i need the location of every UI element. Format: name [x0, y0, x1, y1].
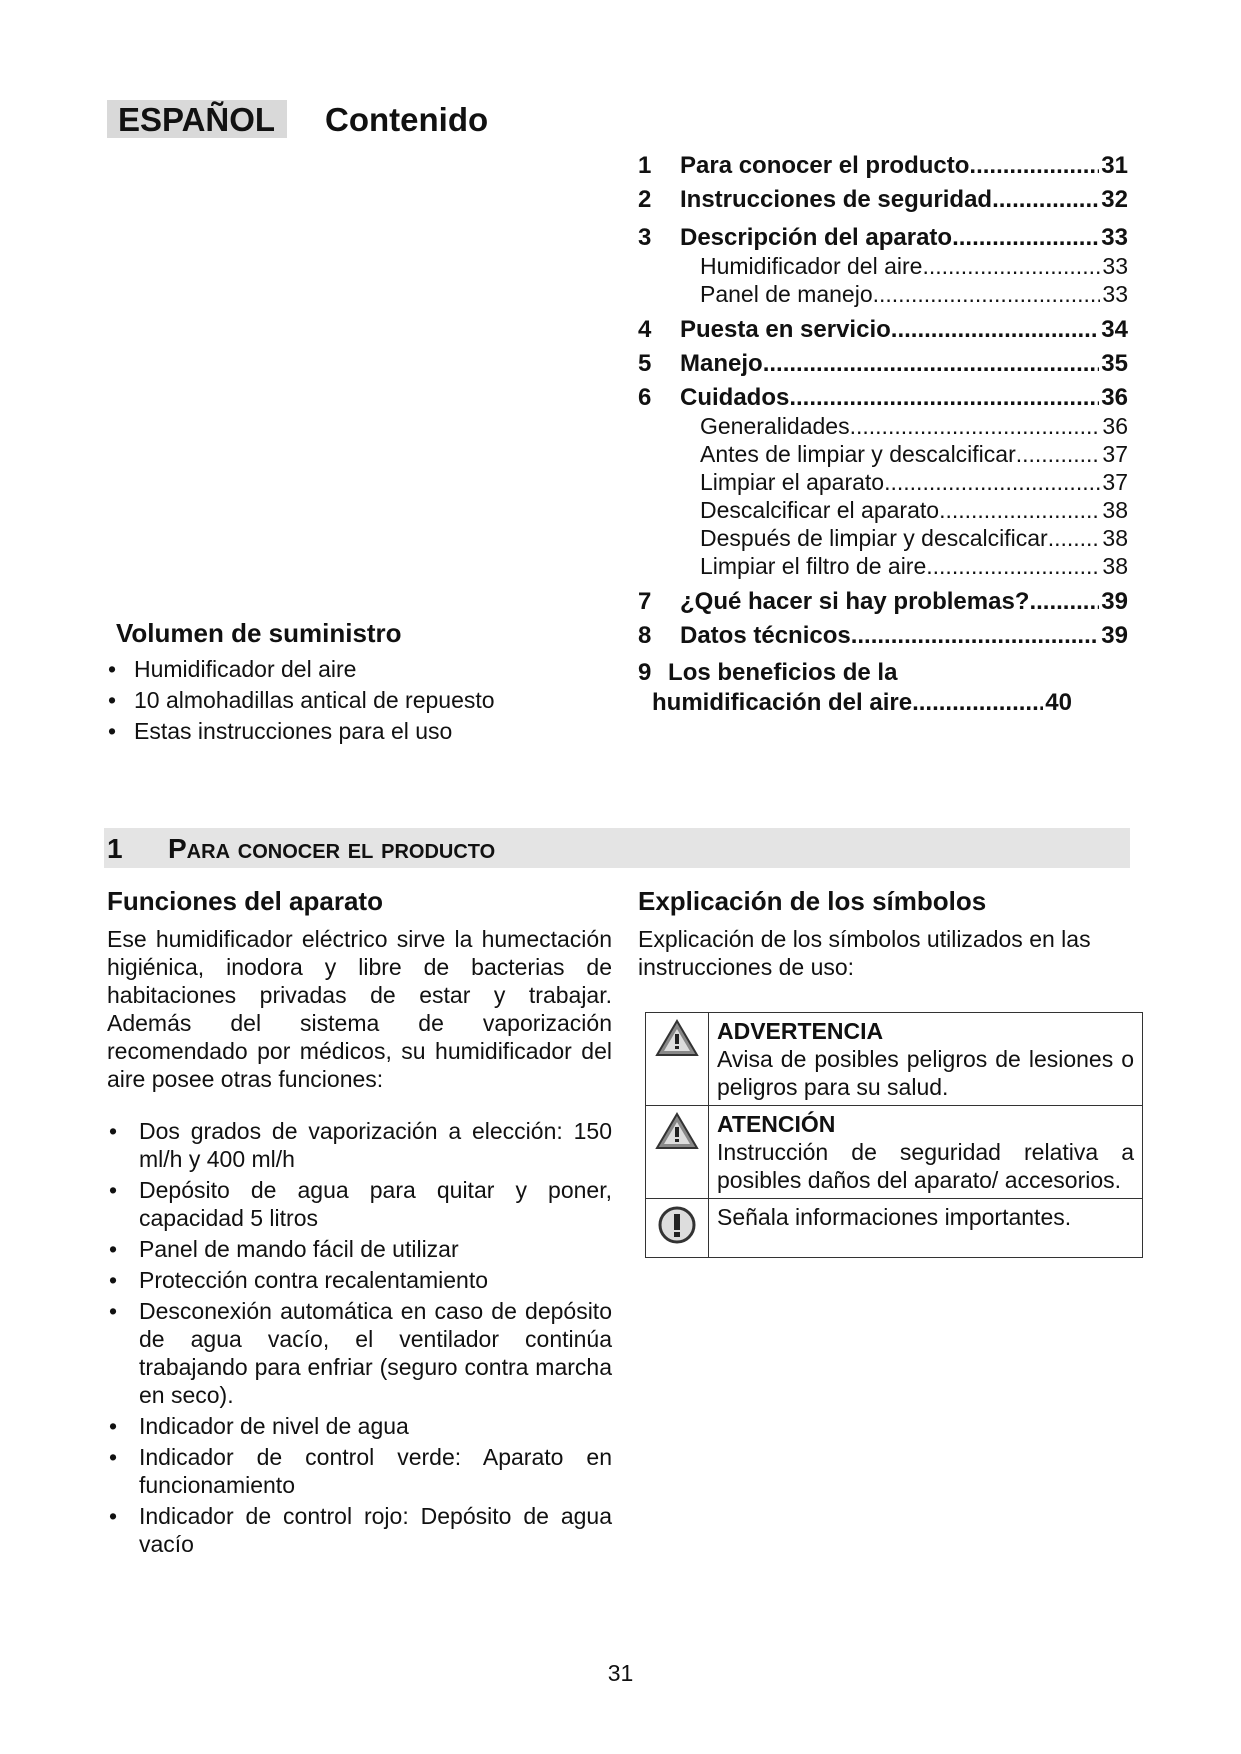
toc-title: Para conocer el producto: [680, 152, 970, 179]
info-icon: [657, 1205, 697, 1245]
toc-number: 8: [638, 622, 652, 649]
symbol-description: [709, 1199, 1143, 1258]
toc-subentry[interactable]: [638, 552, 1128, 580]
symbols-column: [638, 885, 1138, 1005]
toc-subentry[interactable]: [638, 524, 1128, 552]
table-row: [646, 1106, 1143, 1199]
toc-title: Descripción del aparato: [680, 224, 953, 251]
toc-title: ¿Qué hacer si hay problemas?: [680, 588, 1030, 615]
toc-sub-page: 36: [1102, 413, 1128, 439]
list-item: • Estas instrucciones para el uso: [104, 716, 584, 747]
toc-page: 33: [1101, 224, 1128, 251]
toc-sub-title: Generalidades: [700, 413, 850, 439]
toc-leader: [952, 224, 1099, 252]
toc-sub-title: Después de limpiar y descalcificar: [700, 525, 1048, 551]
toc-entry-1[interactable]: [638, 152, 1128, 180]
toc-sub-page: 38: [1102, 553, 1128, 579]
toc-number: 3: [638, 224, 652, 251]
functions-list: [107, 1117, 612, 1558]
toc-number: 4: [638, 316, 652, 343]
toc-title-line1: Los beneficios de la: [668, 659, 898, 686]
toc-leader: [1016, 440, 1101, 468]
toc-subentry[interactable]: [638, 440, 1128, 468]
toc-sub-title: Limpiar el filtro de aire: [700, 553, 927, 579]
supply-list: [104, 654, 584, 747]
symbols-title: Explicación de los símbolos: [638, 886, 987, 916]
toc-sub-title: Panel de manejo: [700, 281, 873, 307]
toc-title: Manejo: [680, 350, 763, 377]
toc-sub-page: 33: [1102, 253, 1128, 279]
warning-triangle-icon: [655, 1112, 699, 1150]
toc-number: 5: [638, 350, 652, 377]
toc-leader: [1029, 588, 1099, 616]
icon-cell: [646, 1106, 709, 1199]
contents-title: Contenido: [325, 101, 489, 138]
toc-number: 7: [638, 588, 652, 615]
symbols-table: [645, 1012, 1143, 1258]
toc-page: 31: [1101, 152, 1128, 179]
toc-number: 2: [638, 186, 652, 213]
language-label: ESPAÑOL: [118, 101, 276, 138]
toc-title: Puesta en servicio: [680, 316, 891, 343]
symbol-description: [709, 1106, 1143, 1199]
toc-leader: [1048, 524, 1101, 552]
list-item: • Protección contra recalentamiento: [107, 1266, 612, 1294]
toc-number: 6: [638, 384, 652, 411]
functions-intro: Ese humidificador eléctrico sirve la humectación higiénica, inodora y libre de bacterias de habitaciones privadas de estar y trabajar. Además del sistema de vaporización recomendado por médicos, su humidificador del aire posee otras funciones:: [107, 926, 612, 1092]
toc-page: 32: [1101, 186, 1128, 213]
toc-leader: [939, 496, 1100, 524]
toc-entry-8[interactable]: [638, 622, 1128, 650]
toc-leader: [850, 412, 1101, 440]
toc-sub-page: 38: [1102, 525, 1128, 551]
supply-title: Volumen de suministro: [116, 618, 402, 648]
toc-title: Instrucciones de seguridad: [680, 186, 993, 213]
functions-title: Funciones del aparato: [107, 886, 383, 916]
table-row: [646, 1013, 1143, 1106]
list-item: • Humidificador del aire: [104, 654, 584, 685]
toc-sub-page: 37: [1102, 441, 1128, 467]
toc-page: 39: [1101, 588, 1128, 615]
toc-number: 1: [638, 152, 652, 179]
toc-sub-title: Antes de limpiar y descalcificar: [700, 441, 1016, 467]
icon-cell: [646, 1199, 709, 1258]
icon-cell: [646, 1013, 709, 1106]
functions-column: [107, 885, 612, 1561]
toc-subentry[interactable]: [638, 280, 1128, 308]
toc-sub-title: Limpiar el aparato: [700, 469, 885, 495]
toc-entry-5[interactable]: [638, 350, 1128, 378]
toc-sub-page: 33: [1102, 281, 1128, 307]
toc-page: 40: [1045, 689, 1072, 716]
toc-sub-page: 38: [1102, 497, 1128, 523]
toc-leader: [763, 350, 1100, 378]
section-title: Para conocer el producto: [168, 833, 496, 864]
toc-number: 9: [638, 659, 652, 686]
toc-entry-7[interactable]: [638, 588, 1128, 616]
toc-leader: [891, 316, 1100, 344]
toc-sub-page: 37: [1102, 469, 1128, 495]
symbol-text: Avisa de posibles peligros de lesiones o peligros para su salud.: [717, 1046, 1134, 1100]
toc-page: 35: [1101, 350, 1128, 377]
toc-leader: [851, 622, 1100, 650]
list-item: • 10 almohadillas antical de repuesto: [104, 685, 584, 716]
list-item: • Panel de mando fácil de utilizar: [107, 1235, 612, 1263]
symbol-description: [709, 1013, 1143, 1106]
toc-page: 34: [1101, 316, 1128, 343]
toc-leader: [789, 384, 1099, 412]
toc-leader: [992, 186, 1099, 214]
list-item: • Depósito de agua para quitar y poner, capacidad 5 litros: [107, 1176, 612, 1232]
toc-subentry[interactable]: [638, 468, 1128, 496]
symbol-text: Señala informaciones importantes.: [717, 1204, 1072, 1230]
toc-entry-9[interactable]: [638, 658, 1128, 718]
table-row: [646, 1199, 1143, 1258]
toc-leader: [926, 552, 1100, 580]
toc-leader: [884, 468, 1100, 496]
toc-entry-3[interactable]: [638, 224, 1128, 252]
list-item: • Indicador de nivel de agua: [107, 1412, 612, 1440]
toc-sub-title: Descalcificar el aparato: [700, 497, 940, 523]
toc-leader: [922, 252, 1100, 280]
symbol-text: Instrucción de seguridad relativa a posibles daños del aparato/ accesorios.: [717, 1139, 1134, 1193]
toc-title: Cuidados: [680, 384, 790, 411]
toc-leader: [969, 152, 1099, 180]
toc-entry-2[interactable]: [638, 186, 1128, 214]
toc-subentry[interactable]: [638, 412, 1128, 440]
section-number: 1: [107, 833, 123, 864]
table-of-contents: [638, 146, 1128, 718]
list-item: • Dos grados de vaporización a elección: 150 ml/h y 400 ml/h: [107, 1117, 612, 1173]
toc-sub-title: Humidificador del aire: [700, 253, 923, 279]
toc-entry-6[interactable]: [638, 384, 1128, 412]
toc-entry-4[interactable]: [638, 316, 1128, 344]
toc-title: Datos técnicos: [680, 622, 851, 649]
symbols-intro: Explicación de los símbolos utilizados en las instrucciones de uso:: [638, 926, 1091, 980]
symbol-heading: ADVERTENCIA: [717, 1018, 884, 1044]
symbol-heading: ATENCIÓN: [717, 1111, 836, 1137]
toc-leader: [912, 688, 1043, 718]
page-number: 31: [607, 1660, 634, 1686]
toc-title-line2: humidificación del aire: [652, 689, 913, 716]
list-item: • Desconexión automática en caso de depósito de agua vacío, el ventilador continúa trabajando para enfriar (seguro contra marcha en seco).: [107, 1297, 612, 1409]
toc-page: 39: [1101, 622, 1128, 649]
toc-subentry[interactable]: [638, 252, 1128, 280]
list-item: • Indicador de control rojo: Depósito de agua vacío: [107, 1502, 612, 1558]
toc-page: 36: [1101, 384, 1128, 411]
warning-triangle-icon: [655, 1019, 699, 1057]
toc-subentry[interactable]: [638, 496, 1128, 524]
toc-leader: [873, 280, 1101, 308]
list-item: • Indicador de control verde: Aparato en funcionamiento: [107, 1443, 612, 1499]
